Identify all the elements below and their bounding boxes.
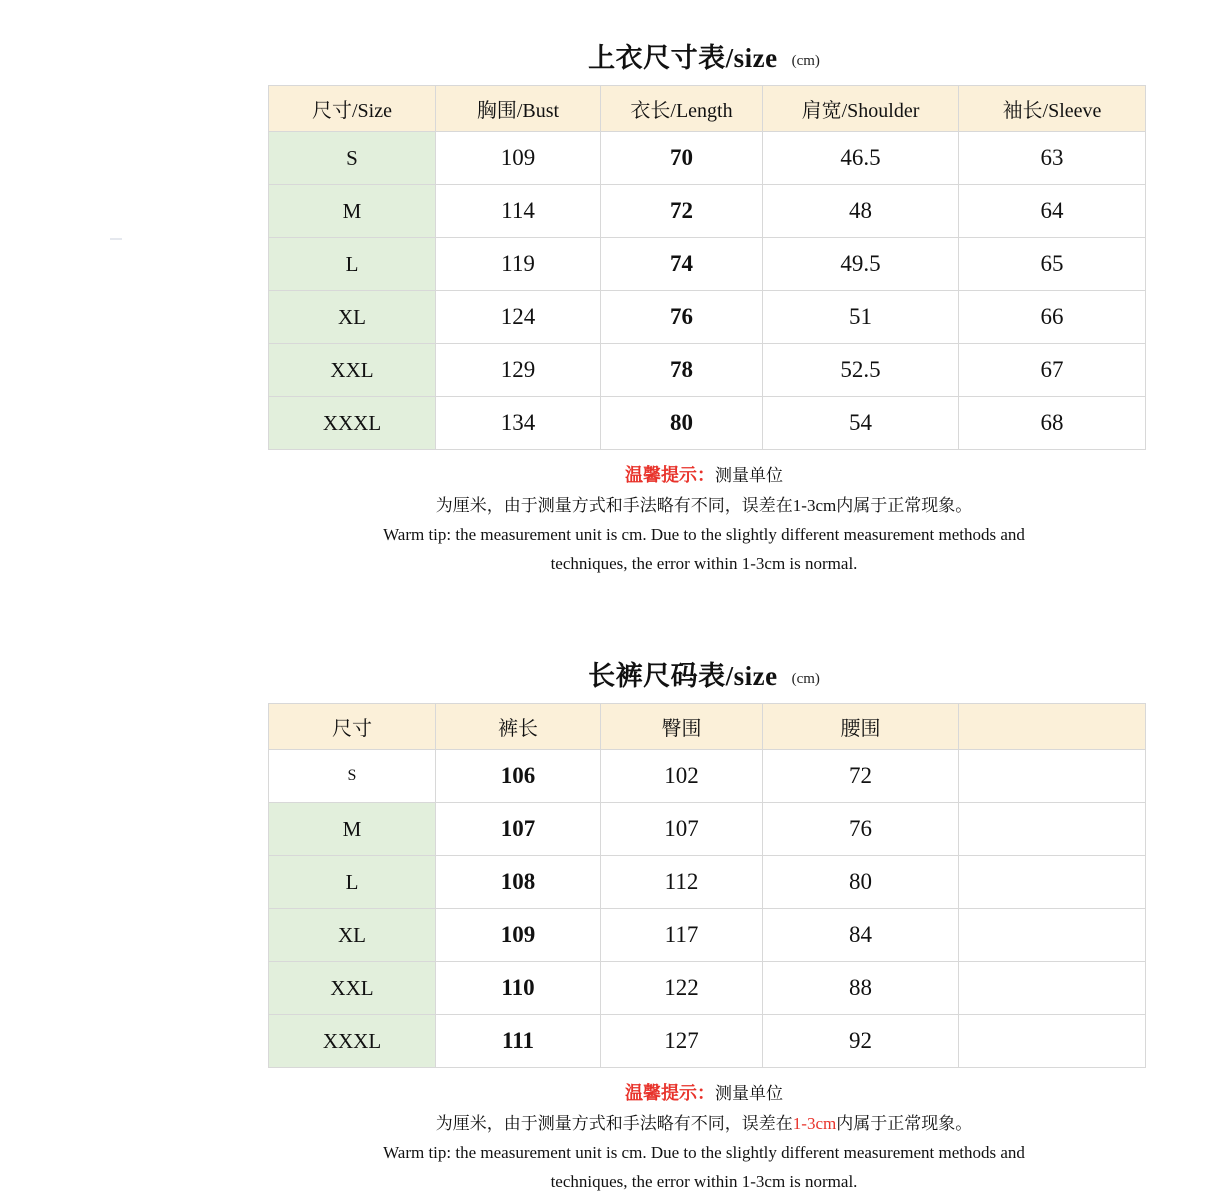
table-row	[269, 344, 1146, 397]
tops-table-head	[269, 86, 1146, 132]
tops-cell-shoulder: 52.5	[763, 344, 959, 397]
tip-english-line1: Warm tip: the measurement unit is cm. Due to the slightly different measurement methods and	[383, 1143, 1025, 1163]
pants-cell-empty	[959, 803, 1146, 856]
tops-size-table	[268, 85, 1146, 450]
pants-title-unit: (cm)	[791, 671, 820, 687]
pants-chart-title	[268, 626, 1140, 703]
tops-col-shoulder: 肩宽/Shoulder	[763, 86, 959, 132]
pants-cell-inseam: 106	[436, 750, 601, 803]
pants-cell-hip: 122	[601, 962, 763, 1015]
tops-col-size: 尺寸/Size	[269, 86, 436, 132]
pants-cell-inseam: 109	[436, 909, 601, 962]
tip-english-line1: Warm tip: the measurement unit is cm. Due to the slightly different measurement methods and	[383, 525, 1025, 545]
tops-cell-sleeve: 64	[959, 185, 1146, 238]
tip-cn-highlight: 1-3cm	[792, 1113, 837, 1133]
table-row	[269, 962, 1146, 1015]
tops-cell-shoulder: 49.5	[763, 238, 959, 291]
table-row	[269, 238, 1146, 291]
tip-cn-pre: 为厘米，由于测量方式和手法略有不同，误差在	[435, 1113, 793, 1133]
pants-cell-size: S	[269, 750, 436, 803]
tops-table-body	[269, 132, 1146, 450]
tip-chinese-line	[286, 493, 1122, 519]
tops-cell-sleeve: 67	[959, 344, 1146, 397]
pants-cell-hip: 127	[601, 1015, 763, 1068]
tops-cell-length: 74	[601, 238, 763, 291]
tops-title-unit: (cm)	[791, 53, 820, 69]
pants-cell-hip: 117	[601, 909, 763, 962]
tops-cell-size: M	[269, 185, 436, 238]
pants-cell-size: XXL	[269, 962, 436, 1015]
pants-cell-inseam: 111	[436, 1015, 601, 1068]
table-row	[269, 909, 1146, 962]
pants-cell-empty	[959, 750, 1146, 803]
tops-title-text: 上衣尺寸表/size	[588, 43, 778, 73]
pants-col-inseam: 裤长	[436, 704, 601, 750]
table-row	[269, 291, 1146, 344]
tops-cell-sleeve: 63	[959, 132, 1146, 185]
table-row	[269, 856, 1146, 909]
pants-title-text: 长裤尺码表/size	[588, 661, 778, 691]
tops-chart-title	[268, 8, 1140, 85]
tops-cell-size: XL	[269, 291, 436, 344]
tops-cell-sleeve: 65	[959, 238, 1146, 291]
table-row	[269, 397, 1146, 450]
pants-col-empty	[959, 704, 1146, 750]
pants-cell-empty	[959, 909, 1146, 962]
pants-cell-empty	[959, 1015, 1146, 1068]
tip-cn-post: 内属于正常现象。	[836, 495, 973, 515]
table-row	[269, 185, 1146, 238]
tops-cell-sleeve: 66	[959, 291, 1146, 344]
pants-table-body	[269, 750, 1146, 1068]
table-row	[269, 750, 1146, 803]
pants-cell-hip: 107	[601, 803, 763, 856]
pants-warm-tip	[268, 1068, 1140, 1200]
pants-cell-size: L	[269, 856, 436, 909]
tops-cell-bust: 124	[436, 291, 601, 344]
table-header-row	[269, 86, 1146, 132]
tops-size-chart-card	[268, 8, 1140, 580]
tops-cell-shoulder: 48	[763, 185, 959, 238]
tops-cell-length: 80	[601, 397, 763, 450]
tip-heading-sub: 测量单位	[715, 1084, 783, 1103]
tops-cell-size: XXL	[269, 344, 436, 397]
pants-size-chart-card	[268, 626, 1140, 1198]
tops-cell-length: 78	[601, 344, 763, 397]
tops-col-sleeve: 袖长/Sleeve	[959, 86, 1146, 132]
pants-cell-hip: 112	[601, 856, 763, 909]
tops-cell-shoulder: 54	[763, 397, 959, 450]
tops-cell-shoulder: 46.5	[763, 132, 959, 185]
tops-warm-tip	[268, 450, 1140, 592]
pants-cell-hip: 102	[601, 750, 763, 803]
pants-cell-inseam: 110	[436, 962, 601, 1015]
tip-heading: 温馨提示：	[625, 465, 715, 485]
pants-table-head	[269, 704, 1146, 750]
tops-cell-bust: 119	[436, 238, 601, 291]
tops-col-bust: 胸围/Bust	[436, 86, 601, 132]
tops-cell-bust: 134	[436, 397, 601, 450]
pants-size-table	[268, 703, 1146, 1068]
tops-cell-bust: 129	[436, 344, 601, 397]
pants-cell-size: M	[269, 803, 436, 856]
table-header-row	[269, 704, 1146, 750]
tops-col-length: 衣长/Length	[601, 86, 763, 132]
tip-english-line2: techniques, the error within 1-3cm is normal.	[550, 1171, 858, 1191]
pants-cell-inseam: 108	[436, 856, 601, 909]
pants-cell-empty	[959, 856, 1146, 909]
pants-col-waist: 腰围	[763, 704, 959, 750]
tops-cell-bust: 114	[436, 185, 601, 238]
pants-cell-waist: 72	[763, 750, 959, 803]
tops-cell-length: 76	[601, 291, 763, 344]
pants-cell-waist: 80	[763, 856, 959, 909]
tops-cell-length: 70	[601, 132, 763, 185]
tip-heading-sub: 测量单位	[715, 466, 783, 485]
tip-cn-pre: 为厘米，由于测量方式和手法略有不同，误差在	[435, 495, 793, 515]
tip-chinese-line	[286, 1111, 1122, 1137]
tip-cn-post: 内属于正常现象。	[836, 1113, 973, 1133]
tip-cn-highlight: 1-3cm	[792, 495, 837, 515]
pants-cell-waist: 88	[763, 962, 959, 1015]
pants-col-size: 尺寸	[269, 704, 436, 750]
pants-cell-size: XL	[269, 909, 436, 962]
tops-cell-size: XXXL	[269, 397, 436, 450]
tops-cell-size: L	[269, 238, 436, 291]
pants-cell-waist: 76	[763, 803, 959, 856]
pants-cell-empty	[959, 962, 1146, 1015]
tops-cell-length: 72	[601, 185, 763, 238]
scan-speck	[110, 238, 122, 240]
table-row	[269, 1015, 1146, 1068]
tip-heading: 温馨提示：	[625, 1083, 715, 1103]
table-row	[269, 803, 1146, 856]
pants-cell-waist: 84	[763, 909, 959, 962]
tops-cell-size: S	[269, 132, 436, 185]
pants-col-hip: 臀围	[601, 704, 763, 750]
tops-cell-sleeve: 68	[959, 397, 1146, 450]
tops-cell-bust: 109	[436, 132, 601, 185]
pants-cell-waist: 92	[763, 1015, 959, 1068]
tip-english-line2: techniques, the error within 1-3cm is normal.	[550, 553, 858, 573]
table-row	[269, 132, 1146, 185]
pants-cell-size: XXXL	[269, 1015, 436, 1068]
pants-cell-inseam: 107	[436, 803, 601, 856]
tops-cell-shoulder: 51	[763, 291, 959, 344]
